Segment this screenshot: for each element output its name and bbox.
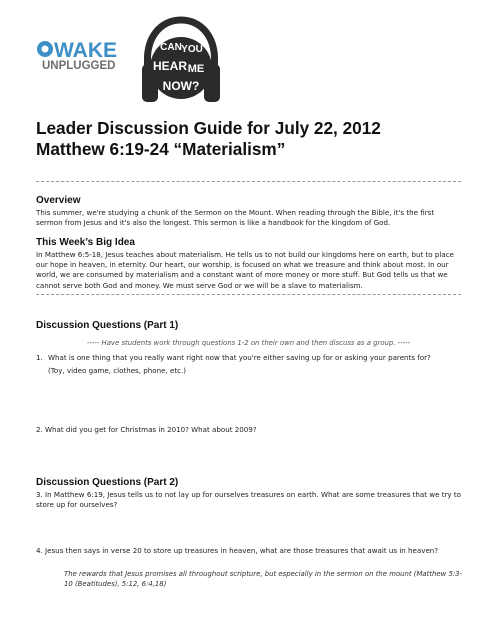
document-title (36, 118, 466, 160)
unplugged-logo-text: UNPLUGGED (42, 60, 116, 72)
part2-heading: Discussion Questions (Part 2) (36, 477, 179, 488)
part1-instructions: ----- Have students work through questions 1-2 on their own and then discuss as a group. ----- (86, 339, 411, 347)
logo-word-now: NOW? (162, 79, 200, 93)
question-1-text: What is one thing that you really want right now that you're either saving up for or asking your parents for? (48, 353, 431, 362)
overview-heading: Overview (36, 195, 81, 206)
can-you-hear-me-now-logo (138, 14, 224, 114)
question-3: 3. In Matthew 6:19, Jesus tells us to not lay up for ourselves treasures on earth. What are some treasures that we try to store up for ourselves? (36, 490, 462, 510)
logo-word-can: CAN (160, 42, 182, 53)
title-line-date: Leader Discussion Guide for July 22, 2012 (36, 118, 381, 138)
overview-text: This summer, we're studying a chunk of the Sermon on the Mount. When reading through the Bible, it's the first sermon from Jesus and it's also the longest. This sermon is like a handbook for the kingdom of God. (36, 208, 435, 228)
big-idea-heading: This Week’s Big Idea (36, 237, 135, 248)
question-4-leader-answer: The rewards that Jesus promises all throughout scripture, but especially in the sermon on the mount (Matthew 5:3-10 (Beatitudes), 5:12, 6:4,18) (64, 570, 463, 588)
big-idea-text: In Matthew 6:5-18, Jesus teaches about materialism. He tells us to not build our kingdoms here on earth, but to place our hope in heaven, in eternity. Our heart, our worship, is focused on what we treasure and think about most. In our world, we are consumed by materialism and a constant want of more money or more stuff. But God tells us that we cannot serve both God and money. We must serve God or we will be a slave to materialism. (36, 250, 454, 290)
logo-word-hear: HEAR (152, 59, 188, 73)
divider (36, 181, 461, 182)
logo-word-you: YOU (181, 44, 203, 55)
wake-unplugged-logo (36, 36, 136, 72)
divider (36, 294, 461, 295)
wake-logo-text: WAKE (54, 39, 117, 62)
logo-word-me: ME (187, 63, 205, 75)
question-1 (36, 353, 462, 363)
question-2: 2. What did you get for Christmas in 2010? What about 2009? (36, 425, 257, 434)
title-line-passage: Matthew 6:19-24 “Materialism” (36, 139, 286, 159)
question-4: 4. Jesus then says in verse 20 to store up treasures in heaven, what are those treasures that await us in heaven? (36, 546, 439, 555)
part1-heading: Discussion Questions (Part 1) (36, 320, 179, 331)
question-1-examples: (Toy, video game, clothes, phone, etc.) (48, 366, 187, 375)
question-1-number: 1. (36, 353, 43, 362)
